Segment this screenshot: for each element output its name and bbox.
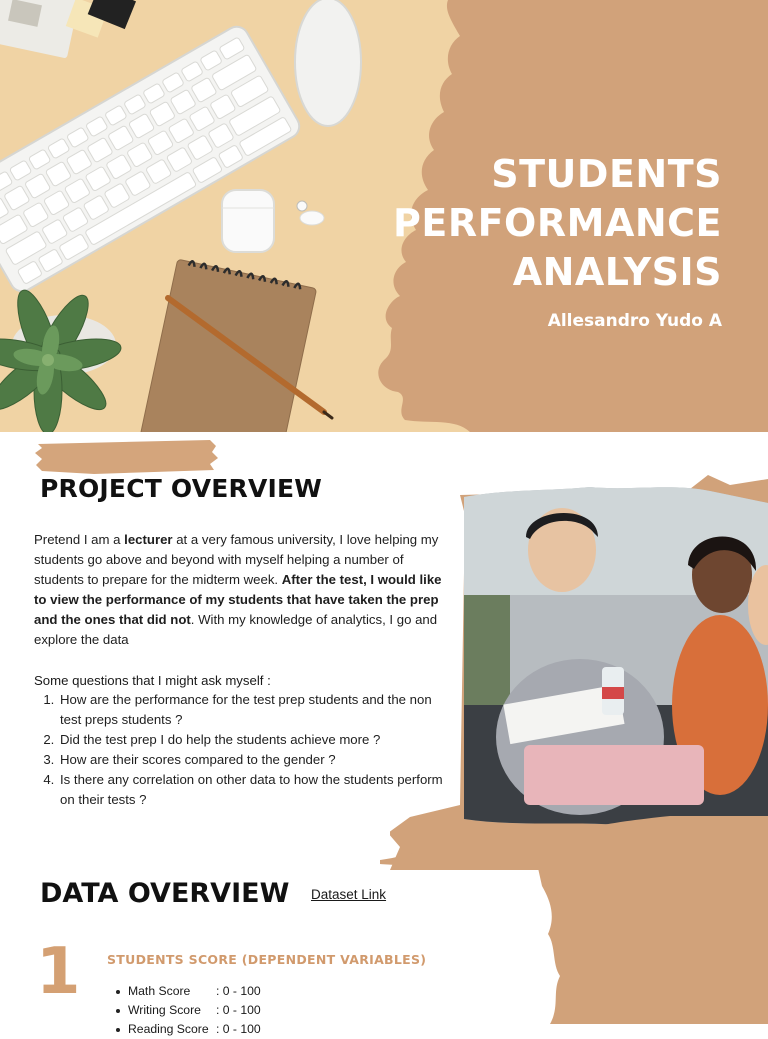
question-item: 3. How are their scores compared to the gender ? <box>58 750 444 770</box>
title-line: ANALYSIS <box>512 250 722 294</box>
dataset-link[interactable]: Dataset Link <box>311 887 387 902</box>
project-overview-heading: PROJECT OVERVIEW <box>40 474 323 503</box>
questions-list <box>34 690 444 810</box>
title-line: PERFORMANCE <box>393 201 722 245</box>
score-list <box>112 982 261 1039</box>
keyboard-image <box>0 22 304 295</box>
hero-banner <box>0 0 768 432</box>
paragraph-text: . With my knowledge of analytics, I go and explore the data <box>34 612 438 647</box>
data-overview-heading: DATA OVERVIEW <box>40 878 290 909</box>
bottom-brush-shape <box>380 816 768 1024</box>
list-item <box>112 1020 261 1039</box>
questions-intro: Some questions that I might ask myself : <box>34 673 271 688</box>
earbuds-case-image <box>222 190 324 252</box>
section-title: STUDENTS SCORE (DEPENDENT VARIABLES) <box>107 952 427 967</box>
section-number: 1 <box>36 935 81 1009</box>
project-overview-paragraph <box>34 530 444 650</box>
question-item: 1. How are the performance for the test prep students and the non test preps students ? <box>58 690 444 730</box>
list-item <box>112 1001 261 1020</box>
score-range: : 0 - 100 <box>216 1022 261 1036</box>
emphasis-text: After the test, I would like to view the performance of my students that have taken the prep and the ones that did not <box>34 572 442 627</box>
author-name: Allesandro Yudo A <box>547 311 722 331</box>
heading-brush-shape <box>34 438 220 476</box>
students-photo <box>390 475 768 870</box>
title-line: STUDENTS <box>491 152 722 196</box>
score-range: : 0 - 100 <box>216 984 261 998</box>
score-name: Writing Score <box>128 1003 201 1017</box>
list-item <box>112 982 261 1001</box>
mouse-image <box>295 0 361 126</box>
paragraph-text: Pretend I am a <box>34 532 125 547</box>
document-title <box>342 150 722 297</box>
plant-image <box>0 286 123 432</box>
paper-scraps-image <box>0 0 136 58</box>
score-name: Math Score <box>128 984 191 998</box>
score-name: Reading Score <box>128 1022 209 1036</box>
paragraph-text: at a very famous university, I love helping my students go above and beyond with myself helping a number of students to prepare for the midterm week. <box>34 532 439 587</box>
question-item: 2. Did the test prep I do help the students achieve more ? <box>58 730 444 750</box>
score-range: : 0 - 100 <box>216 1003 261 1017</box>
question-item: 4. Is there any correlation on other data to how the students perform on their tests ? <box>58 770 444 810</box>
emphasis-text: lecturer <box>124 532 173 547</box>
